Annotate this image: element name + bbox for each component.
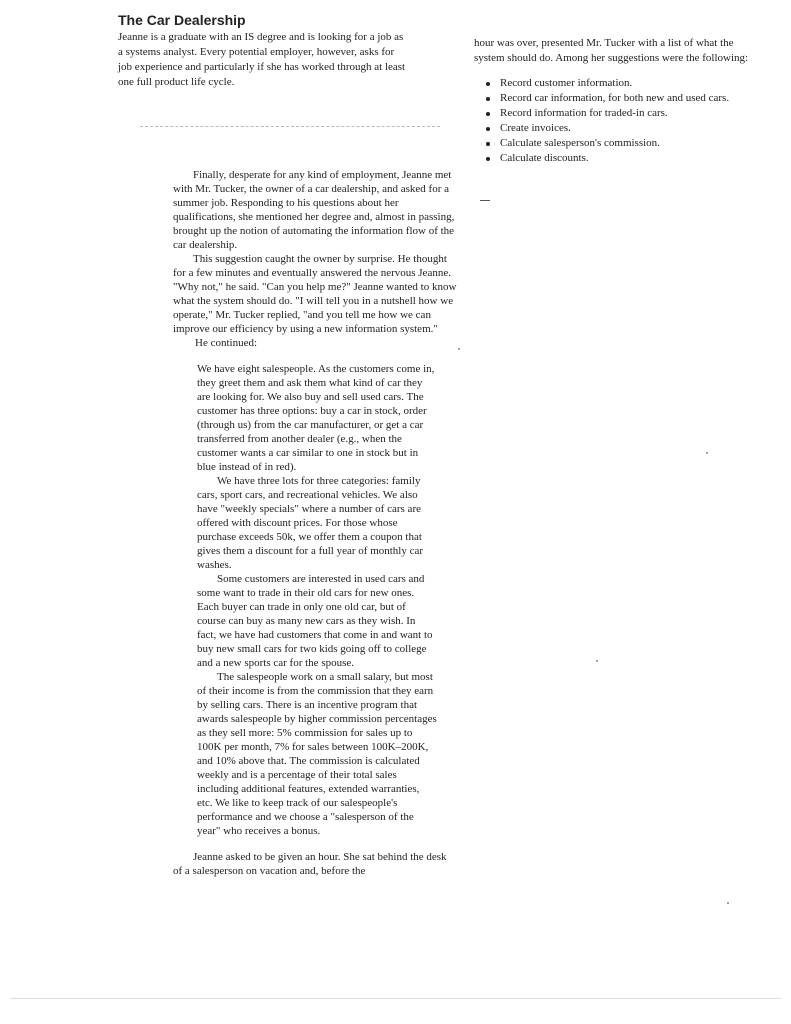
quote-trade-ins: Some customers are interested in used cars and some want to trade in their old cars for new ones. Each buyer can trade in only one old car, but of course can buy as many new cars as they wish. In fact, we have had customers that come in and want to buy new small cars for two kids going off to college and a new sports car for the spouse. [197, 573, 433, 669]
bullet-icon [486, 127, 490, 131]
right-column [474, 36, 759, 166]
stray-mark [480, 200, 490, 201]
paragraph-continued: He continued: [195, 337, 258, 349]
bullet-icon [486, 82, 490, 86]
page-bottom-edge [10, 998, 781, 999]
list-item: Record customer information. [484, 76, 759, 91]
case-title: The Car Dealership [118, 12, 246, 28]
paragraph-hour-continued: hour was over, presented Mr. Tucker with a list of what the system should do. Among her suggestions were the following: [474, 37, 749, 64]
paragraph-hour: Jeanne asked to be given an hour. She sat behind the desk of a salesperson on vacation and, before the [173, 851, 447, 877]
bullet-icon [486, 157, 490, 161]
list-item: Create invoices. [484, 121, 759, 136]
scan-speck [458, 348, 460, 350]
bullet-icon [486, 112, 490, 116]
list-item: Calculate discounts. [484, 151, 759, 166]
scan-speck [706, 452, 708, 454]
list-item: Calculate salesperson's commission. [484, 136, 759, 151]
paragraph-suggestion: This suggestion caught the owner by surprise. He thought for a few minutes and eventually answered the nervous Jeanne. "Why not," he said. "Can you help me?" Jeanne wanted to know what the system should do. "I will tell you in a nutshell how we operate," Mr. Tucker replied, "and you tell me how we can improve our efficiency by using a new information system." [173, 253, 457, 335]
quote-lots: We have three lots for three categories: family cars, sport cars, and recreational vehicles. We also have "weekly specials" where a number of cars are offered with discount prices. For those whose purchase exceeds 50k, we offer them a coupon that gives them a discount for a full year of monthly car washes. [197, 475, 424, 571]
main-column [173, 168, 458, 878]
paragraph-employment: Finally, desperate for any kind of employment, Jeanne met with Mr. Tucker, the owner of a car dealership, and asked for a summer job. Responding to his questions about her qualifications, she mentioned her degree and, almost in passing, brought up the notion of automating the information flow of the car dealership. [173, 169, 455, 251]
intro-paragraph: Jeanne is a graduate with an IS degree and is looking for a job as a systems analyst. Every potential employer, however, asks for job experience and particularly if she has worked through at least one full product life cycle. [118, 31, 406, 88]
scan-speck [596, 660, 598, 662]
bullet-icon [486, 97, 490, 101]
scan-speck [727, 902, 729, 904]
list-item: Record information for traded-in cars. [484, 106, 759, 121]
quote-salespeople: We have eight salespeople. As the customers come in, they greet them and ask them what kind of car they are looking for. We also buy and sell used cars. The customer has three options: buy a car in stock, order (through us) from the car manufacturer, or get a car transferred from another dealer (e.g., when the customer wants a car similar to one in stock but in blue instead of in red). [197, 363, 435, 473]
bullet-icon [486, 142, 490, 146]
suggestion-list [484, 76, 759, 166]
list-item: Record car information, for both new and used cars. [484, 91, 759, 106]
quote-commission: The salespeople work on a small salary, but most of their income is from the commission that they earn by selling cars. There is an incentive program that awards salespeople by higher commission percentages as they sell more: 5% commission for sales up to 100K per month, 7% for sales between 100K–200K, and 10% above that. The commission is calculated weekly and is a percentage of their total sales including additional features, extended warranties, etc. We like to keep track of our salespeople's performance and we choose a "salesperson of the year" who receives a bonus. [197, 671, 437, 837]
section-divider [140, 126, 440, 127]
owner-quote [197, 362, 437, 838]
